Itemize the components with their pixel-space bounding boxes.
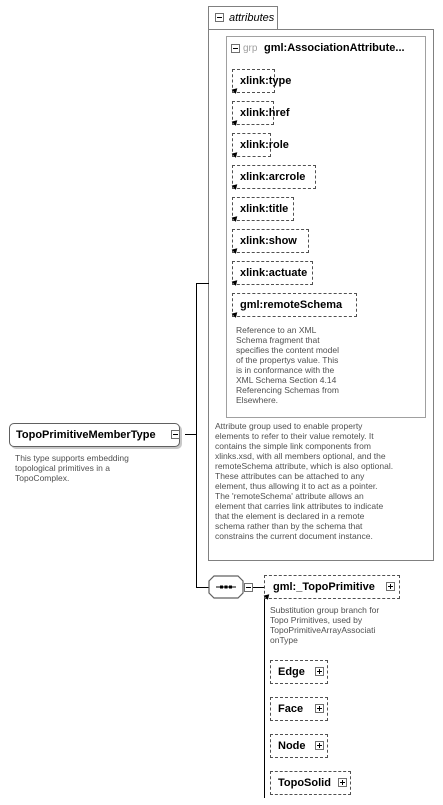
choice-compositor-icon[interactable] — [208, 575, 244, 599]
member-label: Edge — [278, 666, 305, 678]
group-prefix: grp — [243, 43, 258, 54]
attribute-xlink-arcrole[interactable] — [232, 165, 316, 189]
attribute-group-name[interactable]: gml:AssociationAttribute... — [264, 42, 405, 54]
collapse-icon[interactable] — [244, 583, 253, 592]
attribute-label: xlink:role — [240, 139, 289, 151]
connector-line — [196, 283, 197, 588]
expand-icon[interactable] — [315, 667, 324, 676]
attribute-label: xlink:type — [240, 75, 292, 87]
attribute-gml-remoteschema[interactable] — [232, 293, 357, 317]
collapse-icon[interactable] — [171, 430, 180, 439]
attribute-label: xlink:arcrole — [240, 171, 306, 183]
attribute-label: xlink:show — [240, 235, 297, 247]
expand-icon[interactable] — [386, 582, 395, 591]
connector-line — [264, 587, 265, 798]
collapse-icon[interactable] — [231, 44, 240, 53]
attribute-xlink-show[interactable] — [232, 229, 309, 253]
substitution-head-name: gml:_TopoPrimitive — [273, 581, 375, 593]
remote-schema-description: Reference to an XML Schema fragment that specifies the content model of the propertys value. This is in conformance with the XML Schema Section 4.14 Referencing Schemas from Elsewhere. — [236, 325, 340, 405]
expand-icon[interactable] — [315, 741, 324, 750]
attributes-tab[interactable] — [208, 6, 278, 30]
substitution-head-element[interactable] — [264, 575, 400, 599]
root-element-name: TopoPrimitiveMemberType — [16, 429, 156, 441]
attribute-label: gml:remoteSchema — [240, 299, 343, 311]
expand-icon[interactable] — [338, 778, 347, 787]
attribute-label: xlink:href — [240, 107, 290, 119]
expand-icon[interactable] — [315, 704, 324, 713]
attributes-tab-label: attributes — [229, 12, 275, 24]
attribute-label: xlink:actuate — [240, 267, 308, 279]
attribute-xlink-actuate[interactable] — [232, 261, 313, 285]
attribute-group-description: Attribute group used to enable property elements to refer to their value remotely. It contains the simple link components from xlinks.xsd, with all members optional, and the remoteSchema attribute, which is also optional. These attributes can be attached to any element, thus allowing it to act as a pointer. The 'remoteSchema' attribute allows an element that carries link attributes to indicate that the element is declared in a remote schema rather than by the schema that constrains the current document instance. — [215, 421, 394, 541]
attribute-xlink-title[interactable] — [232, 197, 294, 221]
connector-line — [196, 283, 209, 284]
root-element[interactable] — [9, 423, 180, 447]
attribute-label: xlink:title — [240, 203, 289, 215]
substitution-head-description: Substitution group branch for Topo Primitives, used by TopoPrimitiveArrayAssociati onType — [270, 605, 380, 645]
member-label: Node — [278, 740, 306, 752]
collapse-icon[interactable] — [215, 13, 224, 22]
root-element-description: This type supports embedding topological primitives in a TopoComplex. — [15, 453, 129, 483]
member-label: TopoSolid — [278, 777, 331, 789]
member-label: Face — [278, 703, 304, 715]
